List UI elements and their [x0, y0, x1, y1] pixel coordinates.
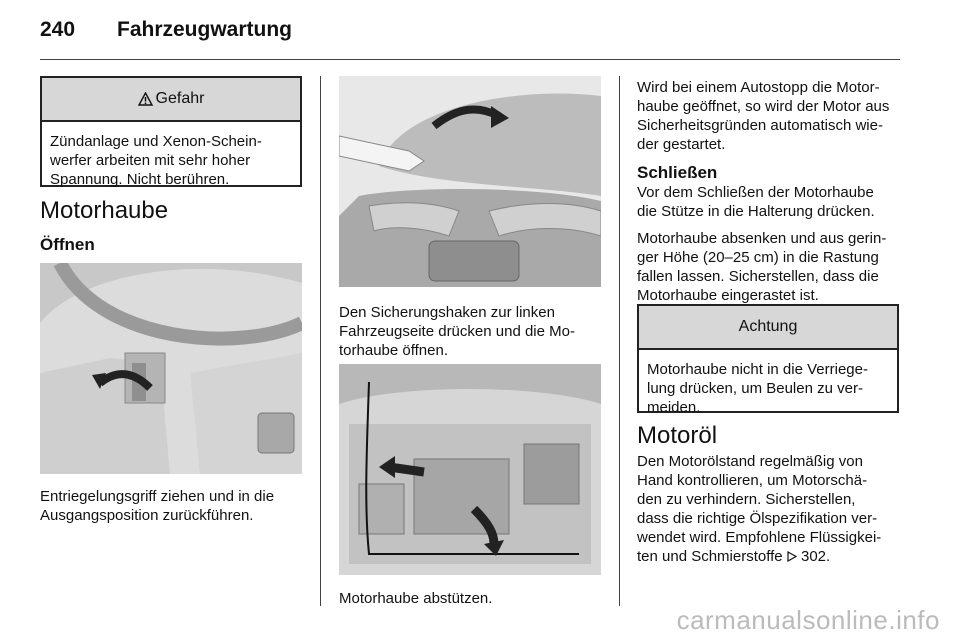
header-rule	[40, 59, 900, 60]
danger-warning-title: Gefahr	[155, 90, 205, 107]
figure-hood-latch	[339, 76, 601, 287]
section-title-motorhaube: Motorhaube	[40, 197, 169, 224]
oil-paragraph	[637, 452, 912, 566]
danger-warning-box	[40, 76, 302, 187]
oil-reference-page[interactable]: 302.	[801, 548, 831, 565]
page-reference-triangle-icon	[787, 551, 797, 562]
caption-press-safety-catch: Den Sicherungshaken zur linken Fahrzeugseite drücken und die Mo- torhaube öffnen.	[339, 304, 575, 359]
subsection-title-schliessen: Schließen	[637, 163, 718, 182]
danger-warning-text: Zündanlage und Xenon-Schein- werfer arbeiten mit sehr hoher Spannung. Nicht berühren.	[50, 133, 262, 188]
figure-hood-prop	[339, 364, 601, 575]
close-paragraph-2: Motorhaube absenken und aus gerin- ger Höhe (20–25 cm) in die Rastung fallen lassen. Sicherstellen, dass die Motorhaube eingerastet ist.	[637, 230, 887, 304]
caution-title: Achtung	[738, 318, 798, 335]
subsection-title-oeffnen: Öffnen	[40, 235, 95, 254]
oil-text: Den Motorölstand regelmäßig von Hand kontrollieren, um Motorschä- den zu verhindern. Sicherstellen, dass die richtige Ölspezifikation ver- wendet wird. Empfohlene Flüssigkei- ten und Schmierstoffe	[637, 453, 882, 565]
autostop-note: Wird bei einem Autostopp die Motor- haube geöffnet, so wird der Motor aus Sicherheitsgründen automatisch wie- der gestartet.	[637, 79, 890, 153]
column-divider	[619, 76, 620, 606]
watermark: carmanualsonline.info	[676, 605, 940, 635]
warning-triangle-icon	[138, 92, 153, 106]
column-divider	[320, 76, 321, 606]
figure-release-handle	[40, 263, 302, 474]
caution-header	[639, 306, 897, 350]
section-title-motoroel: Motoröl	[637, 422, 718, 449]
caution-text: Motorhaube nicht in die Verriege- lung drücken, um Beulen zu ver- meiden.	[647, 361, 868, 416]
close-paragraph-1: Vor dem Schließen der Motorhaube die Stütze in die Halterung drücken.	[637, 184, 875, 220]
caption-prop-hood: Motorhaube abstützen.	[339, 590, 493, 607]
figure-caption-release: Entriegelungsgriff ziehen und in die Ausgangsposition zurückführen.	[40, 488, 275, 524]
page-number: 240	[40, 18, 76, 41]
danger-warning-header	[42, 78, 300, 122]
page-title: Fahrzeugwartung	[117, 18, 293, 41]
caution-box	[637, 304, 899, 416]
